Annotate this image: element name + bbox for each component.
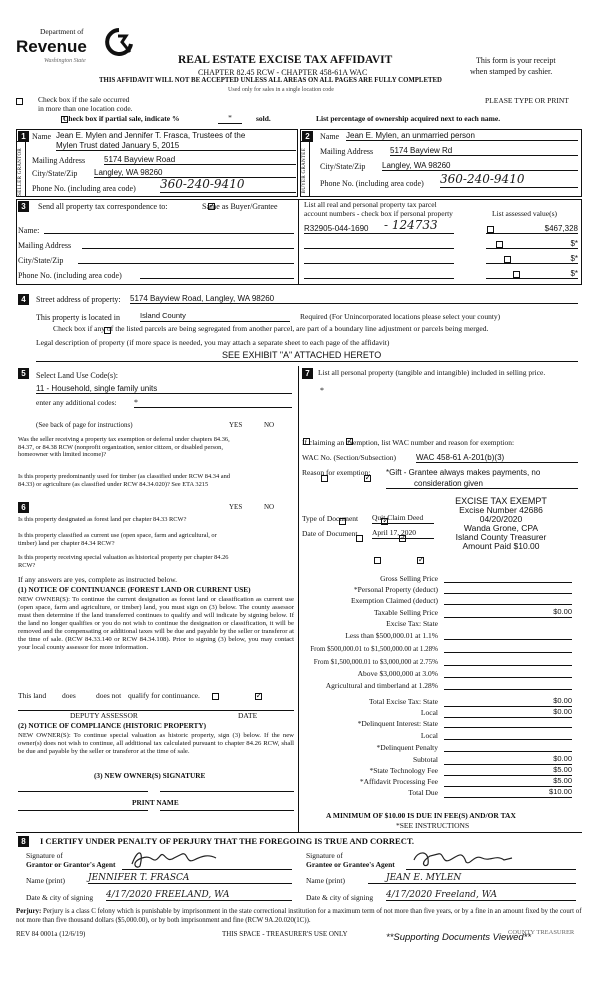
stamp-line-1: EXCISE TAX EXEMPT bbox=[455, 496, 547, 506]
legal-line bbox=[36, 361, 578, 362]
seller-phone[interactable]: 360-240-9410 bbox=[160, 178, 296, 193]
value-4[interactable]: $* bbox=[486, 269, 578, 279]
value-1[interactable]: $467,328 bbox=[486, 224, 578, 234]
revenue-logo-mark bbox=[104, 28, 134, 56]
doc-type[interactable]: Quit Claim Deed bbox=[372, 514, 434, 524]
corr-city-label: City/State/Zip bbox=[18, 256, 64, 265]
doc-date-label: Date of Document bbox=[302, 529, 358, 538]
buyer-phone[interactable]: 360-240-9410 bbox=[440, 173, 578, 188]
stamp-line-5: Island County Treasurer bbox=[455, 532, 547, 543]
sig3-line-1[interactable] bbox=[18, 791, 148, 792]
does-label: does bbox=[62, 691, 76, 700]
stamp-line-4: Wanda Grone, CPA bbox=[463, 523, 539, 534]
sig3-line-2[interactable] bbox=[160, 791, 294, 792]
grantee-sig-label-b: Grantee or Grantee's Agent bbox=[306, 860, 395, 869]
please-type: PLEASE TYPE OR PRINT bbox=[485, 96, 569, 105]
corr-name-label: Name: bbox=[18, 226, 40, 235]
dept-line3: Washington State bbox=[44, 58, 86, 64]
buyer-mail-label: Mailing Address bbox=[320, 147, 374, 156]
parcel-header-1: List all real and personal property tax parcel bbox=[304, 200, 437, 209]
grantee-sig-label-a: Signature of bbox=[306, 851, 343, 860]
receipt-line2: when stamped by cashier. bbox=[470, 67, 553, 76]
sec8-top-rule bbox=[16, 832, 582, 833]
required-note: Required (For Unincorporated locations please select your county) bbox=[300, 312, 501, 321]
sec6-if-yes: If any answers are yes, complete as instructed below. bbox=[18, 575, 178, 584]
form-warning: THIS AFFIDAVIT WILL NOT BE ACCEPTED UNLESS ALL AREAS ON ALL PAGES ARE FULLY COMPLETED bbox=[99, 77, 442, 84]
subtotal-value[interactable]: $0.00 bbox=[444, 755, 572, 765]
minimum-note: A MINIMUM OF $10.00 IS DUE IN FEE(S) AND/OR TAX bbox=[326, 811, 516, 820]
gross-value[interactable] bbox=[444, 582, 572, 583]
total-due-label: Total Due bbox=[408, 788, 438, 797]
this-land-label: This land bbox=[18, 691, 47, 700]
print-line-2[interactable] bbox=[160, 810, 294, 811]
sec6-q1: Is this property designated as forest land per chapter 84.33 RCW? bbox=[18, 516, 187, 523]
does-not-label: does not bbox=[96, 691, 122, 700]
multi-location-checkbox[interactable] bbox=[16, 98, 23, 105]
section-7-badge: 7 bbox=[302, 368, 313, 379]
section-6-badge: 6 bbox=[18, 502, 29, 513]
ownership-note: List percentage of ownership acquired next to each name. bbox=[316, 114, 501, 123]
seller-mail[interactable]: 5174 Bayview Road bbox=[104, 155, 296, 165]
stamp-line-2: Excise Number 42686 bbox=[459, 505, 543, 516]
grantor-signature[interactable] bbox=[124, 846, 284, 870]
delinq-state-label: *Delinquent Interest: State bbox=[357, 719, 438, 728]
yes-header-5: YES bbox=[229, 421, 243, 429]
see-instructions: *SEE INSTRUCTIONS bbox=[396, 821, 470, 830]
total-state-label: Total Excise Tax: State bbox=[368, 697, 438, 706]
see-back: (See back of page for instructions) bbox=[36, 421, 133, 429]
personal-property-value[interactable]: * bbox=[320, 386, 324, 395]
qualify-label: qualify for continuance. bbox=[128, 691, 200, 700]
buyer-name-label: Name bbox=[320, 132, 340, 141]
land-q2: Is this property predominantly used for timber (as classified under RCW 84.34 and 84.33) or agriculture (as classified under RCW 84.34.020)? See ETA 3215 bbox=[18, 473, 230, 488]
exemption-claimed-value[interactable] bbox=[444, 604, 572, 605]
no-header-6: NO bbox=[264, 503, 275, 511]
segregated-label: Check box if any of the listed parcels are being segregated from another parcel, are part of a boundary line adjustment or parcels being merged. bbox=[53, 324, 489, 333]
buyer-name[interactable]: Jean E. Mylen, an unmarried person bbox=[346, 131, 578, 141]
bracket-5-label: Agricultural and timberland at 1.28% bbox=[325, 681, 438, 690]
receipt-line1: This form is your receipt bbox=[476, 56, 556, 65]
yes-header-6: YES bbox=[229, 503, 243, 511]
notice1-body: NEW OWNER(S): To continue the current designation as forest land or classification as current use (open space, farm and agriculture, or timber) land, you must sign on (3) below. The county assessor must then determine if the land transferred continues to qualify and will indicate by signing below. If the land no longer qualifies or you do not wish to continue the designation or classification, it will be removed and the compensating or additional taxes will be due and payable by the seller or transferor at the time of sale. (RCW 84.33.140 or RCW 84.34.108). Prior to signing (3) below, you may contact your local county assessor for more information. bbox=[18, 596, 294, 652]
exemption-claimed-label: Exemption Claimed (deduct) bbox=[350, 596, 438, 605]
grantor-date[interactable]: 4/17/2020 FREELAND, WA bbox=[106, 890, 292, 901]
local-label: Local bbox=[420, 708, 438, 717]
single-location-note: Used only for sales in a single location code bbox=[228, 87, 334, 93]
notice1-title: (1) NOTICE OF CONTINUANCE (FOREST LAND OR CURRENT USE) bbox=[18, 585, 251, 594]
tech-fee-value[interactable]: $5.00 bbox=[444, 766, 572, 776]
dept-line2: Revenue bbox=[16, 37, 87, 56]
deputy-label: DEPUTY ASSESSOR bbox=[70, 711, 138, 720]
parcel-1[interactable]: R32905-044-1690 bbox=[304, 224, 369, 233]
county-treasurer: COUNTY TREASURER bbox=[508, 929, 575, 936]
grantor-sig-line bbox=[122, 869, 292, 870]
section-8-badge: 8 bbox=[18, 836, 29, 847]
rev-number: REV 84 0001a (12/6/19) bbox=[16, 930, 86, 938]
parcel-4-line[interactable] bbox=[304, 278, 454, 279]
legal-description[interactable]: SEE EXHIBIT "A" ATTACHED HERETO bbox=[222, 350, 382, 360]
partial-sale-pct[interactable]: * bbox=[218, 114, 242, 124]
certify-statement: I CERTIFY UNDER PENALTY OF PERJURY THAT THE FOREGOING IS TRUE AND CORRECT. bbox=[40, 836, 415, 846]
grantor-sig-label-a: Signature of bbox=[26, 851, 63, 860]
reason-line-2[interactable]: consideration given bbox=[386, 479, 578, 489]
form-subtitle: CHAPTER 82.45 RCW - CHAPTER 458-61A WAC bbox=[198, 68, 368, 77]
wac-number[interactable]: WAC 458-61 A-201(b)(3) bbox=[416, 453, 578, 463]
bracket-2-label: From $500,000.01 to $1,500,000.00 at 1.28% bbox=[310, 645, 438, 653]
grantor-sig-label-b: Grantor or Grantor's Agent bbox=[26, 860, 116, 869]
additional-codes[interactable]: * bbox=[134, 398, 292, 408]
grantee-name-label: Name (print) bbox=[306, 876, 345, 885]
personal-property-label: List all personal property (tangible and intangible) included in selling price. bbox=[318, 368, 546, 377]
affidavit-fee-label: *Affidavit Processing Fee bbox=[359, 777, 438, 786]
excise-stamp bbox=[432, 497, 570, 551]
revenue-logo bbox=[16, 28, 134, 72]
seller-phone-label: Phone No. (including area code) bbox=[32, 184, 136, 193]
does-not-checkbox[interactable] bbox=[255, 693, 262, 700]
subtotal-label: Subtotal bbox=[412, 755, 438, 764]
perjury-notice bbox=[16, 908, 582, 925]
dept-line1: Department of bbox=[40, 27, 84, 36]
grantee-signature[interactable] bbox=[408, 846, 568, 870]
buyer-side-strip bbox=[300, 141, 310, 197]
bracket-1-value[interactable] bbox=[444, 639, 572, 640]
bracket-4-label: Above $3,000,000 at 3.0% bbox=[357, 669, 438, 678]
seller-city[interactable]: Langley, WA 98260 bbox=[94, 168, 296, 178]
parcel-2-line[interactable] bbox=[304, 248, 454, 249]
total-due-value[interactable]: $10.00 bbox=[444, 788, 572, 798]
multi-location-label-1: Check box if the sale occurred bbox=[38, 95, 130, 104]
stamp-line-6: Amount Paid $10.00 bbox=[462, 541, 540, 552]
section-5-badge: 5 bbox=[18, 368, 29, 379]
parcel-3-line[interactable] bbox=[304, 263, 454, 264]
perjury-label: Perjury: bbox=[16, 908, 42, 915]
gross-label: Gross Selling Price bbox=[380, 574, 438, 583]
street-address[interactable]: 5174 Bayview Road, Langley, WA 98260 bbox=[130, 294, 578, 304]
delinq-penalty-value[interactable] bbox=[444, 751, 572, 752]
grantee-sig-line bbox=[406, 869, 576, 870]
corr-divider bbox=[298, 199, 299, 285]
located-label: This property is located in bbox=[36, 313, 120, 322]
bracket-3-label: From $1,500,000.01 to $3,000,000 at 2.75% bbox=[313, 658, 438, 666]
doc-type-label: Type of Document bbox=[302, 514, 359, 523]
bracket-4-value[interactable] bbox=[444, 677, 572, 678]
taxable-label: Taxable Selling Price bbox=[373, 608, 438, 617]
exemption-label: If claiming an exemption, list WAC number and reason for exemption: bbox=[302, 438, 515, 447]
does-checkbox[interactable] bbox=[212, 693, 219, 700]
bracket-2-value[interactable] bbox=[444, 652, 572, 653]
buyer-mail[interactable]: 5174 Bayview Rd bbox=[390, 146, 578, 156]
land-q1: Was the seller receiving a property tax exemption or deferral under chapters 84.36, 84.37, or 84.38 RCW (nonprofit organization, senior citizen, or disabled person, homeowner with limited income)? bbox=[18, 436, 230, 459]
grantor-name[interactable]: JENNIFER T. FRASCA bbox=[88, 873, 292, 884]
section-4-badge: 4 bbox=[18, 294, 29, 305]
delinq-local-label: Local bbox=[420, 731, 438, 740]
form-title: REAL ESTATE EXCISE TAX AFFIDAVIT bbox=[178, 54, 393, 66]
corr-city-field[interactable] bbox=[78, 263, 294, 264]
bracket-3-value[interactable] bbox=[444, 665, 572, 666]
grantee-name[interactable]: JEAN E. MYLEN bbox=[368, 873, 576, 884]
bracket-1-label: Less than $500,000.01 at 1.1% bbox=[345, 631, 438, 640]
corr-phone-field[interactable] bbox=[140, 278, 294, 279]
grantee-date-label: Date & city of signing bbox=[306, 893, 374, 902]
local-value[interactable]: $0.00 bbox=[444, 708, 572, 718]
seller-name-2[interactable]: Mylen Trust dated January 5, 2015 bbox=[56, 141, 296, 151]
buyer-side-label: BUYER GRANTEE bbox=[302, 148, 307, 194]
notice2-body: NEW OWNER(S): To continue special valuation as historic property, sign (3) below. If the new owner(s) does not wish to continue, all additional tax calculated pursuant to chapter 84.26 RCW, shall be due and payable by the seller or transferor at the time of sale. bbox=[18, 732, 294, 756]
grantor-date-label: Date & city of signing bbox=[26, 893, 94, 902]
county[interactable]: Island County bbox=[140, 312, 290, 322]
reason-label: Reason for exemption: bbox=[302, 468, 371, 477]
seller-name-1[interactable]: Jean E. Mylen and Jennifer T. Frasca, Trustees of the bbox=[56, 131, 246, 140]
affidavit-fee-value[interactable]: $5.00 bbox=[444, 777, 572, 787]
buyer-city-label: City/State/Zip bbox=[320, 162, 366, 171]
parcel-1-line bbox=[304, 233, 454, 234]
value-2[interactable]: $* bbox=[486, 239, 578, 249]
grantor-name-label: Name (print) bbox=[26, 876, 65, 885]
corr-name-field[interactable] bbox=[44, 233, 294, 234]
supporting-docs: **Supporting Documents Viewed** bbox=[386, 932, 532, 943]
bracket-5-value[interactable] bbox=[444, 689, 572, 690]
sec6-q3-yes[interactable] bbox=[374, 557, 381, 564]
seller-mail-label: Mailing Address bbox=[32, 156, 86, 165]
corr-mail-field[interactable] bbox=[82, 248, 294, 249]
seller-city-label: City/State/Zip bbox=[32, 169, 78, 178]
mid-divider bbox=[298, 366, 299, 832]
parcel-1-handwritten: - 124733 bbox=[384, 218, 438, 232]
doc-date[interactable]: April 17, 2020 bbox=[372, 529, 434, 539]
street-label: Street address of property: bbox=[36, 295, 121, 304]
additional-codes-label: enter any additional codes: bbox=[36, 398, 117, 407]
buyer-phone-label: Phone No. (including area code) bbox=[320, 179, 424, 188]
section-3-badge: 3 bbox=[18, 201, 29, 212]
legal-label: Legal description of property (if more space is needed, you may attach a separate sheet to each page of the affidavit) bbox=[36, 338, 390, 347]
perjury-text: Perjury is a class C felony which is punishable by imprisonment in the state correctional institution for a maximum term of not more than five years, or by a fine in an amount fixed by the court of not more than five thousand dollars ($5,000.00), or by both imprisonment and fine (RCW 9A.20.020(1C)). bbox=[16, 908, 582, 924]
corr-mail-label: Mailing Address bbox=[18, 241, 72, 250]
partial-sale-label: Check box if partial sale, indicate % bbox=[63, 114, 180, 123]
excise-state-label: Excise Tax: State bbox=[386, 619, 438, 628]
section-1-badge: 1 bbox=[18, 131, 29, 142]
print-line-1[interactable] bbox=[18, 810, 148, 811]
value-3[interactable]: $* bbox=[486, 254, 578, 264]
personal-value[interactable] bbox=[444, 593, 572, 594]
delinq-state-value[interactable] bbox=[444, 727, 572, 728]
corr-phone-label: Phone No. (including area code) bbox=[18, 271, 122, 280]
print-name-label: PRINT NAME bbox=[132, 798, 179, 807]
corr-label: Send all property tax correspondence to: bbox=[38, 202, 168, 211]
sec6-q2: Is this property classified as current use (open space, farm and agricultural, or timber) land per chapter 84.34 RCW? bbox=[18, 532, 217, 547]
seller-side-strip bbox=[16, 141, 26, 197]
land-use-code[interactable]: 11 - Household, single family units bbox=[36, 384, 292, 394]
multi-location-label-2: in more than one location code. bbox=[38, 104, 133, 113]
notice2-title: (2) NOTICE OF COMPLIANCE (HISTORIC PROPERTY) bbox=[18, 721, 207, 730]
stamp-line-3: 04/20/2020 bbox=[479, 514, 523, 525]
delinq-local-value[interactable] bbox=[444, 739, 572, 740]
partial-sale-sold: sold. bbox=[256, 114, 271, 123]
personal-label: *Personal Property (deduct) bbox=[353, 585, 438, 594]
taxable-value[interactable]: $0.00 bbox=[444, 608, 572, 618]
buyer-city[interactable]: Langley, WA 98260 bbox=[382, 161, 578, 171]
seller-side-label: SELLER GRANTOR bbox=[18, 148, 23, 196]
treasurer-space: THIS SPACE - TREASURER'S USE ONLY bbox=[222, 930, 348, 938]
delinq-penalty-label: *Delinquent Penalty bbox=[376, 743, 438, 752]
reason-line-1[interactable]: *Gift - Grantee always makes payments, no bbox=[386, 468, 541, 477]
value-header: List assessed value(s) bbox=[492, 209, 557, 218]
sec6-q3-no[interactable] bbox=[417, 557, 424, 564]
land-use-label: Select Land Use Code(s): bbox=[36, 371, 118, 380]
section-2-badge: 2 bbox=[302, 131, 313, 142]
tech-fee-label: *State Technology Fee bbox=[369, 766, 438, 775]
seller-name-label: Name bbox=[32, 132, 52, 141]
wac-label: WAC No. (Section/Subsection) bbox=[302, 453, 396, 462]
total-state-value[interactable]: $0.00 bbox=[444, 697, 572, 707]
grantee-date[interactable]: 4/17/2020 Freeland, WA bbox=[386, 890, 576, 901]
parcel-header-2: account numbers - check box if personal property bbox=[304, 209, 453, 218]
sig3-label: (3) NEW OWNER(S) SIGNATURE bbox=[94, 771, 206, 780]
deputy-date-label: DATE bbox=[238, 711, 258, 720]
no-header-5: NO bbox=[264, 421, 275, 429]
same-as-buyer-label: Same as Buyer/Grantee bbox=[202, 202, 278, 211]
sec6-q3: Is this property receiving special valuation as historical property per chapter 84.26 RCW? bbox=[18, 554, 229, 569]
